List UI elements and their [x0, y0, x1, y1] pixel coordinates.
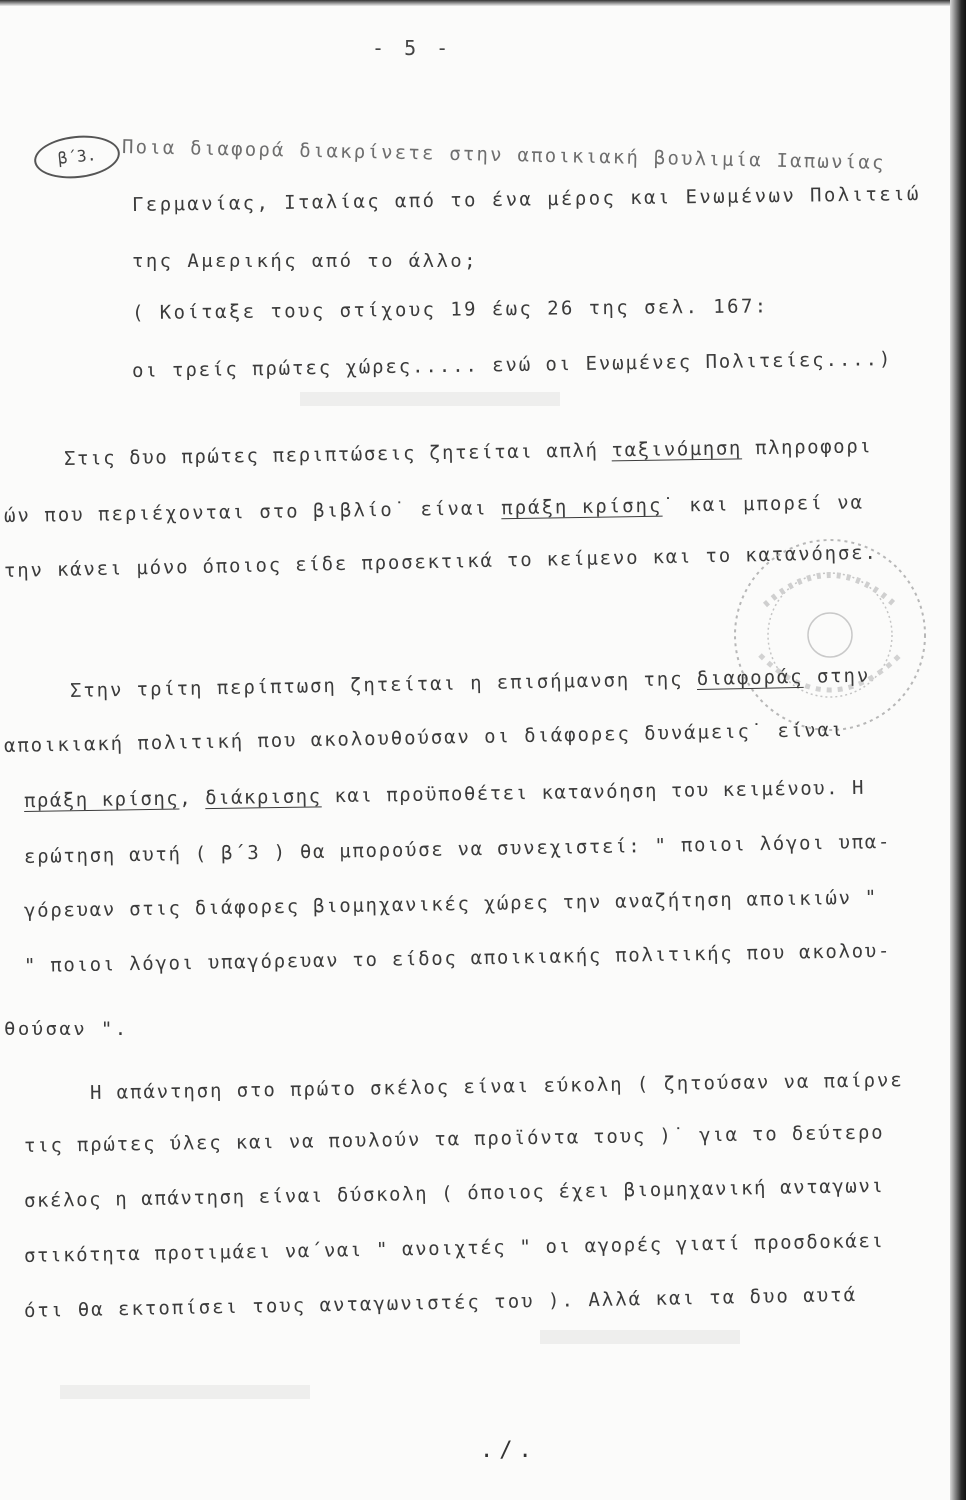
paragraph-3-line-4: στικότητα προτιμάει να΄ναι " ανοιχτές " οι αγορές γιατί προσδοκάει [23, 1229, 885, 1267]
paragraph-1-line-1: Στις δυο πρώτες περιπτώσεις ζητείται απλή ταξινόμηση πληροφορι [63, 435, 873, 470]
underlined-term: πράξη κρίσης [23, 787, 180, 812]
question-label: β΄3. [32, 132, 122, 183]
paragraph-3-line-2: τις πρώτες ύλες και να πουλούν τα προϊόντα τους )˙ για το δεύτερο [23, 1121, 885, 1157]
bleed-through-mark [60, 1385, 310, 1399]
question-line-2: Γερμανίας, Ιταλίας από το ένα μέρος και Ενωμένων Πολιτειώ [131, 182, 921, 216]
paragraph-3-line-5: ότι θα εκτοπίσει τους ανταγωνιστές του ). Αλλά και τα δυο αυτά [23, 1284, 858, 1322]
paragraph-1-line-2: ών που περιέχονται στο βιβλίο˙ είναι πράξη κρίσης˙ και μπορεί να [3, 491, 865, 527]
paragraph-2-line-7: θούσαν ". [4, 1018, 129, 1040]
continuation-mark: ./. [480, 1438, 538, 1463]
paragraph-2-line-3: πράξη κρίσης, διάκρισης και προϋποθέτει κατανόηση του κειμένου. Η [23, 776, 866, 812]
underlined-term: διαφοράς [696, 665, 804, 690]
question-line-3: της Αμερικής από το άλλο; [132, 250, 478, 272]
underlined-term: ταξινόμηση [611, 437, 743, 462]
paragraph-2-line-5: γόρευαν στις διάφορες βιομηχανικές χώρες την αναζήτηση αποικιών " [23, 886, 879, 922]
paragraph-1-line-3: την κάνει μόνο όποιος είδε προσεκτικά το κείμενο και το κατανόησε. [3, 541, 878, 582]
scan-top-edge [0, 0, 966, 6]
underlined-term: διάκρισης [204, 785, 322, 810]
paragraph-2-line-1: Στην τρίτη περίπτωση ζητείται η επισήμανση της διαφοράς στην [69, 664, 871, 702]
paragraph-2-line-2: αποικιακή πολιτική που ακολουθούσαν οι διάφορες δυνάμεις˙ είναι [3, 718, 845, 757]
question-line-1: Ποια διαφορά διακρίνετε στην αποικιακή βουλιμία Ιαπωνίας [121, 136, 886, 174]
page-number: - 5 - [372, 36, 453, 60]
scan-right-edge [950, 0, 966, 1500]
paragraph-2-line-6: " ποιοι λόγοι υπαγόρευαν το είδος αποικιακής πολιτικής που ακολου- [23, 939, 892, 977]
paragraph-3-line-3: σκέλος η απάντηση είναι δύσκολη ( όποιος έχει βιομηχανική ανταγωνι [23, 1174, 885, 1212]
paragraph-3-line-1: Η απάντηση στο πρώτο σκέλος είναι εύκολη ( ζητούσαν να παίρνε [89, 1069, 904, 1104]
bleed-through-mark [300, 392, 560, 406]
bleed-through-mark [540, 1330, 740, 1344]
question-line-4: ( Κοίταξε τους στίχους 19 έως 26 της σελ. 167: [131, 295, 769, 324]
paragraph-2-line-4: ερώτηση αυτή ( β΄3 ) θα μπορούσε να συνεχιστεί: " ποιοι λόγοι υπα- [23, 830, 892, 868]
question-line-5: οι τρείς πρώτες χώρες..... ενώ οι Ενωμένες Πολιτείες....) [131, 348, 893, 382]
stamp-seal [720, 525, 940, 745]
underlined-term: πράξη κρίσης [501, 494, 663, 520]
